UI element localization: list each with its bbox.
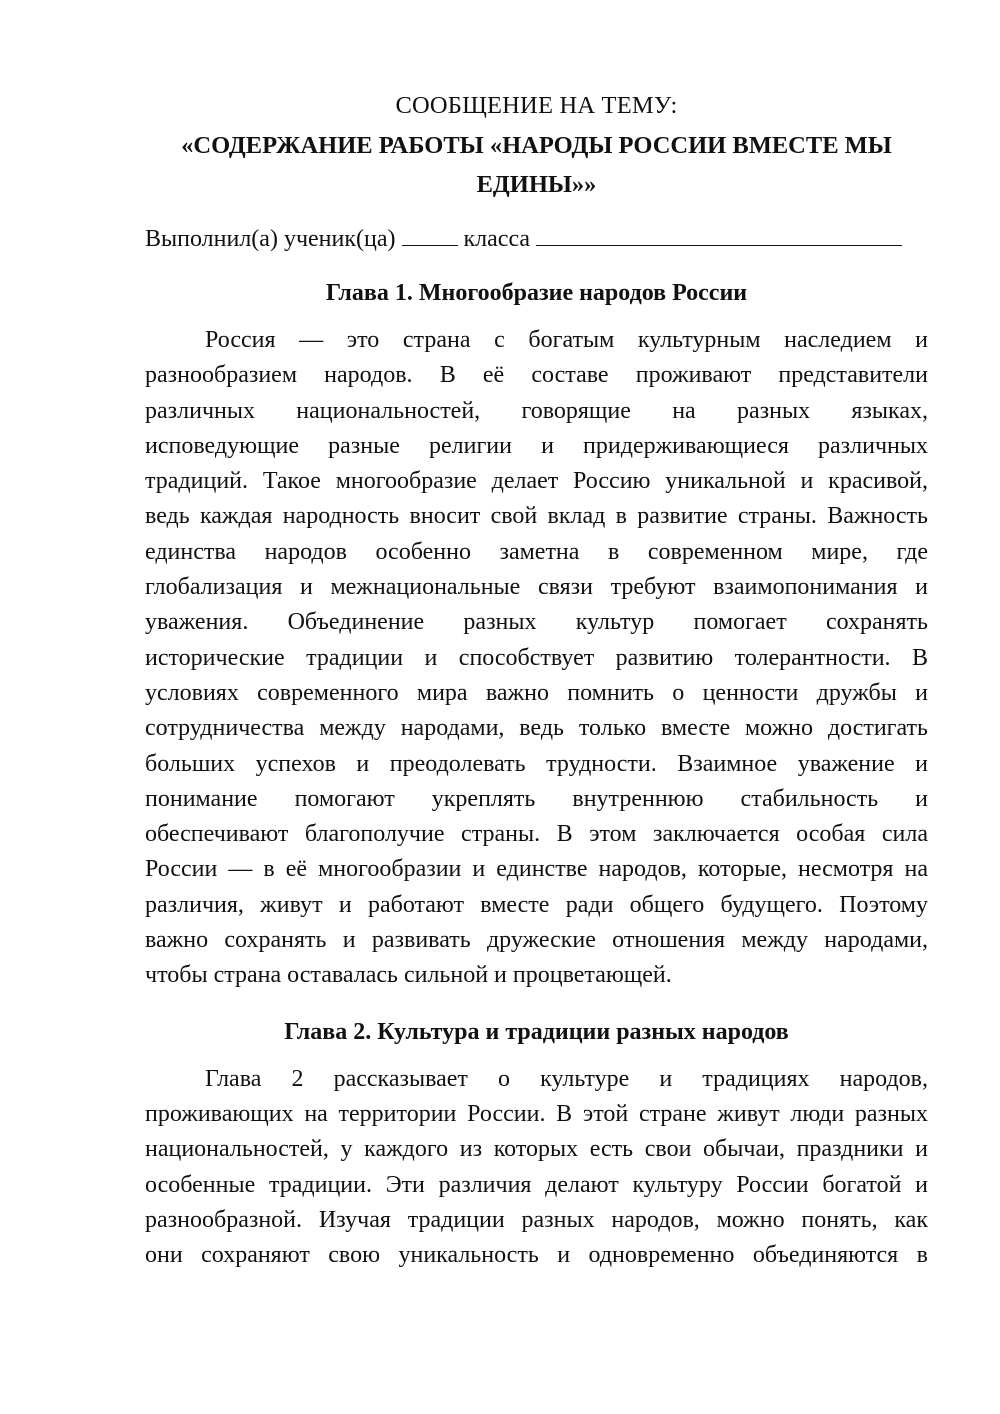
text-line: исповедующие разные религии и придерживающиеся различных [145, 432, 928, 459]
chapter-2-title: Глава 2. Культура и традиции разных народов [284, 1018, 789, 1045]
chapter-1-title: Глава 1. Многообразие народов России [325, 280, 748, 306]
text-line: понимание помогают укреплять внутреннюю стабильность и [145, 785, 928, 812]
text-line: проживающих на территории России. В этой стране живут люди разных [145, 1100, 928, 1127]
text-line: чтобы страна оставалась сильной и процветающей. [145, 962, 672, 989]
text-line: традиций. Такое многообразие делает Россию уникальной и красивой, [145, 468, 928, 495]
name-blank-field[interactable] [536, 223, 902, 246]
document-title-line-2: ЕДИНЫ»» [476, 171, 597, 198]
document-page [145, 88, 928, 1273]
text-line: условиях современного мира важно помнить о ценности дружбы и [145, 679, 928, 706]
text-line: они сохраняют свою уникальность и одновременно объединяются в [145, 1242, 928, 1269]
text-line: разнообразной. Изучая традиции разных народов, можно понять, как [145, 1206, 928, 1233]
text-line: исторические традиции и способствует развитию толерантности. В [145, 644, 928, 671]
text-line: России — в её многообразии и единстве народов, которые, несмотря на [145, 856, 928, 883]
text-line: важно сохранять и развивать дружеские отношения между народами, [145, 927, 928, 954]
text-line: ведь каждая народность вносит свой вклад в развитие страны. Важность [145, 503, 928, 530]
text-line: разнообразием народов. В её составе проживают представители [145, 362, 928, 389]
document-title-line-1: «СОДЕРЖАНИЕ РАБОТЫ «НАРОДЫ РОССИИ ВМЕСТЕ МЫ [181, 132, 892, 159]
text-line: больших успехов и преодолевать трудности. Взаимное уважение и [145, 750, 928, 777]
text-line: единства народов особенно заметна в современном мире, где [145, 538, 928, 565]
author-prefix: Выполнил(а) ученик(ца) [145, 226, 396, 252]
author-line [145, 221, 928, 257]
text-line: обеспечивают благополучие страны. В этом заключается особая сила [145, 821, 928, 848]
text-line: Россия — это страна с богатым культурным наследием и [205, 327, 928, 353]
text-line: национальностей, у каждого из которых есть свои обычаи, праздники и [145, 1136, 928, 1163]
chapter-2-paragraph [145, 1062, 928, 1274]
text-line: особенные традиции. Эти различия делают культуру России богатой и [145, 1171, 928, 1198]
document-title [145, 126, 928, 204]
text-line: Глава 2 рассказывает о культуре и традициях народов, [205, 1065, 928, 1092]
text-line: различных национальностей, говорящие на разных языках, [145, 397, 928, 424]
grade-blank-field[interactable] [402, 223, 458, 246]
author-class-label: класса [463, 226, 531, 252]
chapter-1-paragraph [145, 323, 928, 994]
text-line: различия, живут и работают вместе ради общего будущего. Поэтому [145, 891, 928, 918]
text-line: глобализация и межнациональные связи требуют взаимопонимания и [145, 574, 928, 601]
document-heading: СООБЩЕНИЕ НА ТЕМУ: [395, 92, 678, 119]
text-line: сотрудничества между народами, ведь только вместе можно достигать [145, 715, 928, 742]
text-line: уважения. Объединение разных культур помогает сохранять [145, 609, 928, 636]
